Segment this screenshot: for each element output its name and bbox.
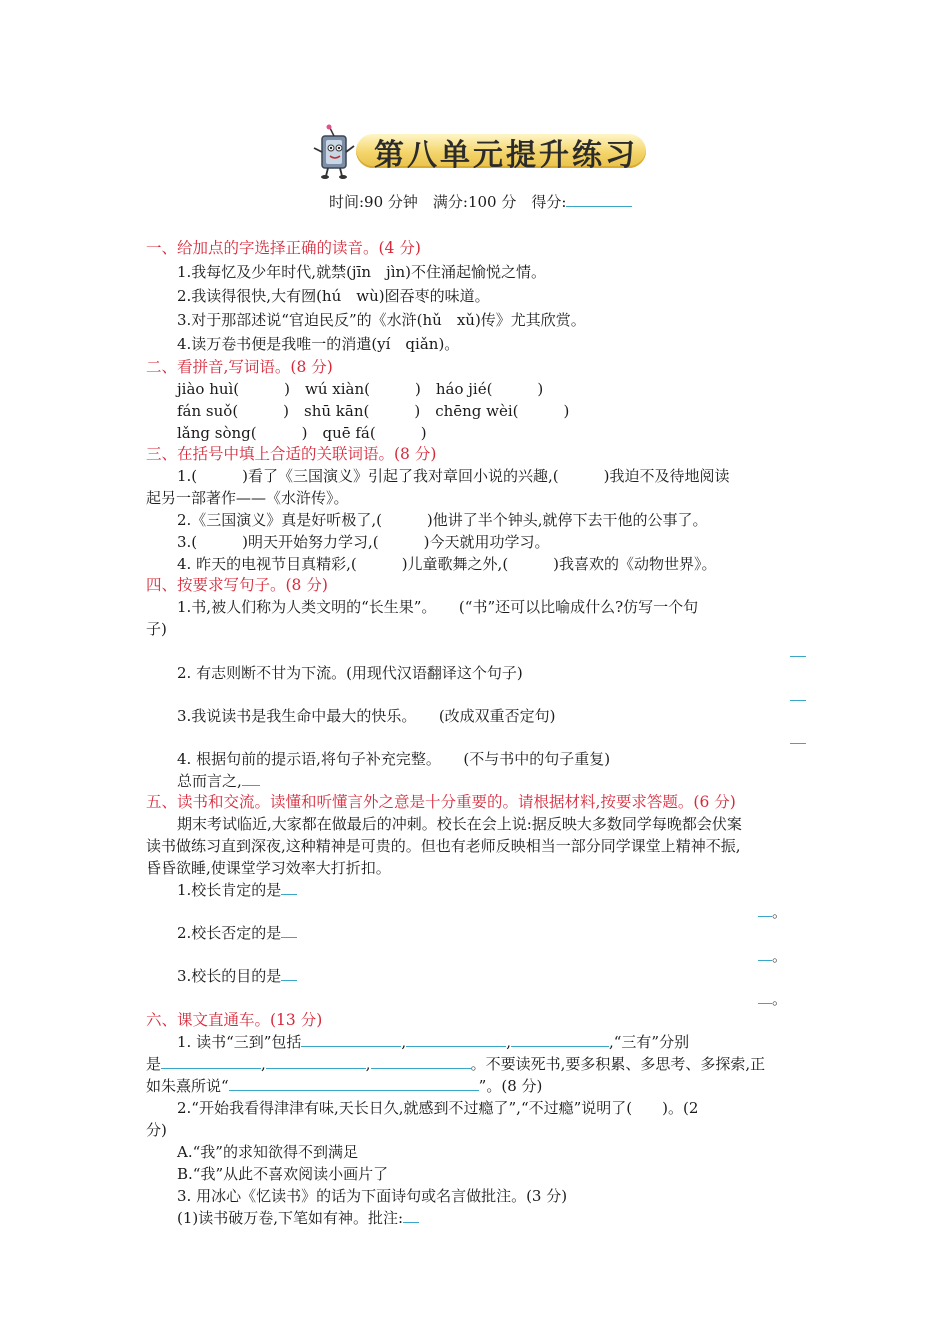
s1-q2: 2.我读得很快,大有囫(hú wù)囵吞枣的味道。 xyxy=(177,287,490,305)
s6-comma: , xyxy=(608,1033,614,1051)
s6-comma: , xyxy=(506,1033,511,1051)
s6-blank-4[interactable] xyxy=(161,1054,261,1069)
s6-q3-item1 xyxy=(177,1207,419,1228)
s6-q2-line1: 2.“开始我看得津津有味,天长日久,就感到不过瘾了”,“不过瘾”说明了( )。(2 xyxy=(177,1099,699,1117)
s4-q1-line2: 子) xyxy=(146,620,167,638)
s3-q1-line1: 1.( )看了《三国演义》引起了我对章回小说的兴趣,( )我迫不及待地阅读 xyxy=(177,467,730,485)
s6-q1-shi: 是 xyxy=(146,1055,162,1073)
s6-blank-3[interactable] xyxy=(511,1032,609,1047)
title-banner xyxy=(308,124,648,180)
s4-q3-answer-line[interactable] xyxy=(790,729,806,744)
page-title: 第八单元提升练习 xyxy=(374,138,638,173)
score-blank[interactable] xyxy=(566,192,632,207)
book-mascot-icon xyxy=(308,124,358,180)
s5-q3 xyxy=(177,965,297,986)
s3-q3: 3.( )明天开始努力学习,( )今天就用功学习。 xyxy=(177,533,550,551)
s5-q3-end xyxy=(758,988,787,1009)
s1-q1: 1.我每忆及少年时代,就禁(jīn jìn)不住涌起愉悦之情。 xyxy=(177,263,547,281)
s5-q3-text: 3.校长的目的是 xyxy=(177,967,282,985)
s5-q2-answer-start[interactable] xyxy=(281,923,297,938)
s5-q1-answer-start[interactable] xyxy=(281,880,297,895)
s6-blank-7[interactable] xyxy=(229,1076,479,1091)
s6-comma: , xyxy=(365,1055,371,1073)
s4-q4-prompt: 总而言之, xyxy=(177,772,242,790)
s6-blank-5[interactable] xyxy=(266,1054,366,1069)
s6-q1-rest: 。不要读死书,要多积累、多思考、多探索,正 xyxy=(470,1055,766,1073)
s1-q3: 3.对于那部述说“官迫民反”的《水浒(hǔ xǔ)传》尤其欣赏。 xyxy=(177,311,586,329)
s4-q2-answer-line[interactable] xyxy=(790,686,806,701)
s5-q2-end xyxy=(758,945,787,966)
s6-q1-score: ”。(8 分) xyxy=(478,1077,543,1095)
s5-q2-answer-end[interactable] xyxy=(758,946,772,961)
exam-meta xyxy=(329,191,632,212)
s4-q4-line2 xyxy=(177,770,260,791)
s6-q3-item1-text: (1)读书破万卷,下笔如有神。批注: xyxy=(177,1209,404,1227)
s4-q2: 2. 有志则断不甘为下流。(用现代汉语翻译这个句子) xyxy=(177,664,523,682)
s6-q1-line1 xyxy=(177,1031,689,1052)
s6-comma: , xyxy=(261,1055,266,1073)
s5-q1-text: 1.校长肯定的是 xyxy=(177,881,282,899)
s6-q1-three-have: “三有”分别 xyxy=(613,1033,690,1051)
s3-q2: 2.《三国演义》真是好听极了,( )他讲了半个钟头,就停下去干他的公事了。 xyxy=(177,511,708,529)
s5-passage-line1: 期末考试临近,大家都在做最后的冲刺。校长在会上说:据反映大多数同学每晚都会伏案 xyxy=(177,815,742,833)
s5-passage-line3: 昏昏欲睡,使课堂学习效率大打折扣。 xyxy=(146,859,391,877)
s5-q1 xyxy=(177,879,297,900)
s2-row-1: jiào huì( ) wú xiàn( ) háo jié( ) xyxy=(177,380,544,398)
s4-q4-answer-line[interactable] xyxy=(242,771,260,786)
s6-blank-2[interactable] xyxy=(406,1032,506,1047)
s4-q1-line1: 1.书,被人们称为人类文明的“长生果”。 (“书”还可以比喻成什么?仿写一个句 xyxy=(177,598,699,616)
s5-q1-end xyxy=(758,901,787,922)
s1-q4: 4.读万卷书便是我唯一的消遣(yí qiǎn)。 xyxy=(177,335,460,353)
s6-q1-text: 1. 读书“三到”包括 xyxy=(177,1033,302,1051)
s6-blank-1[interactable] xyxy=(301,1032,401,1047)
s4-q4: 4. 根据句前的提示语,将句子补充完整。 (不与书中的句子重复) xyxy=(177,750,611,768)
section-3-heading: 三、在括号中填上合适的关联词语。(8 分) xyxy=(146,445,437,463)
section-4-heading: 四、按要求写句子。(8 分) xyxy=(146,576,328,594)
s5-q2 xyxy=(177,922,297,943)
s5-q3-period: 。 xyxy=(772,990,788,1008)
s5-q1-answer-end[interactable] xyxy=(758,902,772,917)
section-2-heading: 二、看拼音,写词语。(8 分) xyxy=(146,358,333,376)
s3-q4: 4. 昨天的电视节目真精彩,( )儿童歌舞之外,( )我喜欢的《动物世界》。 xyxy=(177,555,717,573)
s3-q1-line2: 起另一部著作——《水浒传》。 xyxy=(146,489,349,507)
section-1-heading: 一、给加点的字选择正确的读音。(4 分) xyxy=(146,239,421,257)
s6-q1-line3 xyxy=(146,1075,542,1096)
s6-q2-line2: 分) xyxy=(146,1121,167,1139)
s2-row-3: lǎng sòng( ) quē fá( ) xyxy=(177,424,427,442)
exam-meta-text: 时间:90 分钟 满分:100 分 得分: xyxy=(329,193,567,211)
s6-q3-answer-line[interactable] xyxy=(403,1208,419,1223)
section-5-heading: 五、读书和交流。读懂和听懂言外之意是十分重要的。请根据材料,按要求答题。(6 分) xyxy=(146,793,736,811)
s6-q2-option-a[interactable]: A.“我”的求知欲得不到满足 xyxy=(177,1143,358,1161)
s6-comma: , xyxy=(401,1033,407,1051)
s5-q1-period: 。 xyxy=(772,903,788,921)
s5-q3-answer-start[interactable] xyxy=(281,966,297,981)
s6-q2-option-b[interactable]: B.“我”从此不喜欢阅读小画片了 xyxy=(177,1165,389,1183)
s2-row-2: fán suǒ( ) shū kān( ) chēng wèi( ) xyxy=(177,402,570,420)
s5-q2-text: 2.校长否定的是 xyxy=(177,924,282,942)
s6-q1-zhuxi: 如朱熹所说“ xyxy=(146,1077,229,1095)
s5-q2-period: 。 xyxy=(772,947,788,965)
s4-q1-answer-line[interactable] xyxy=(790,642,806,657)
s4-q3: 3.我说读书是我生命中最大的快乐。 (改成双重否定句) xyxy=(177,707,556,725)
s6-q1-line2 xyxy=(146,1053,765,1074)
s6-q3: 3. 用冰心《忆读书》的话为下面诗句或名言做批注。(3 分) xyxy=(177,1187,568,1205)
section-6-heading: 六、课文直通车。(13 分) xyxy=(146,1011,323,1029)
s5-passage-line2: 读书做练习直到深夜,这种精神是可贵的。但也有老师反映相当一部分同学课堂上精神不振, xyxy=(146,837,741,855)
s6-blank-6[interactable] xyxy=(371,1054,471,1069)
s5-q3-answer-end[interactable] xyxy=(758,989,772,1004)
